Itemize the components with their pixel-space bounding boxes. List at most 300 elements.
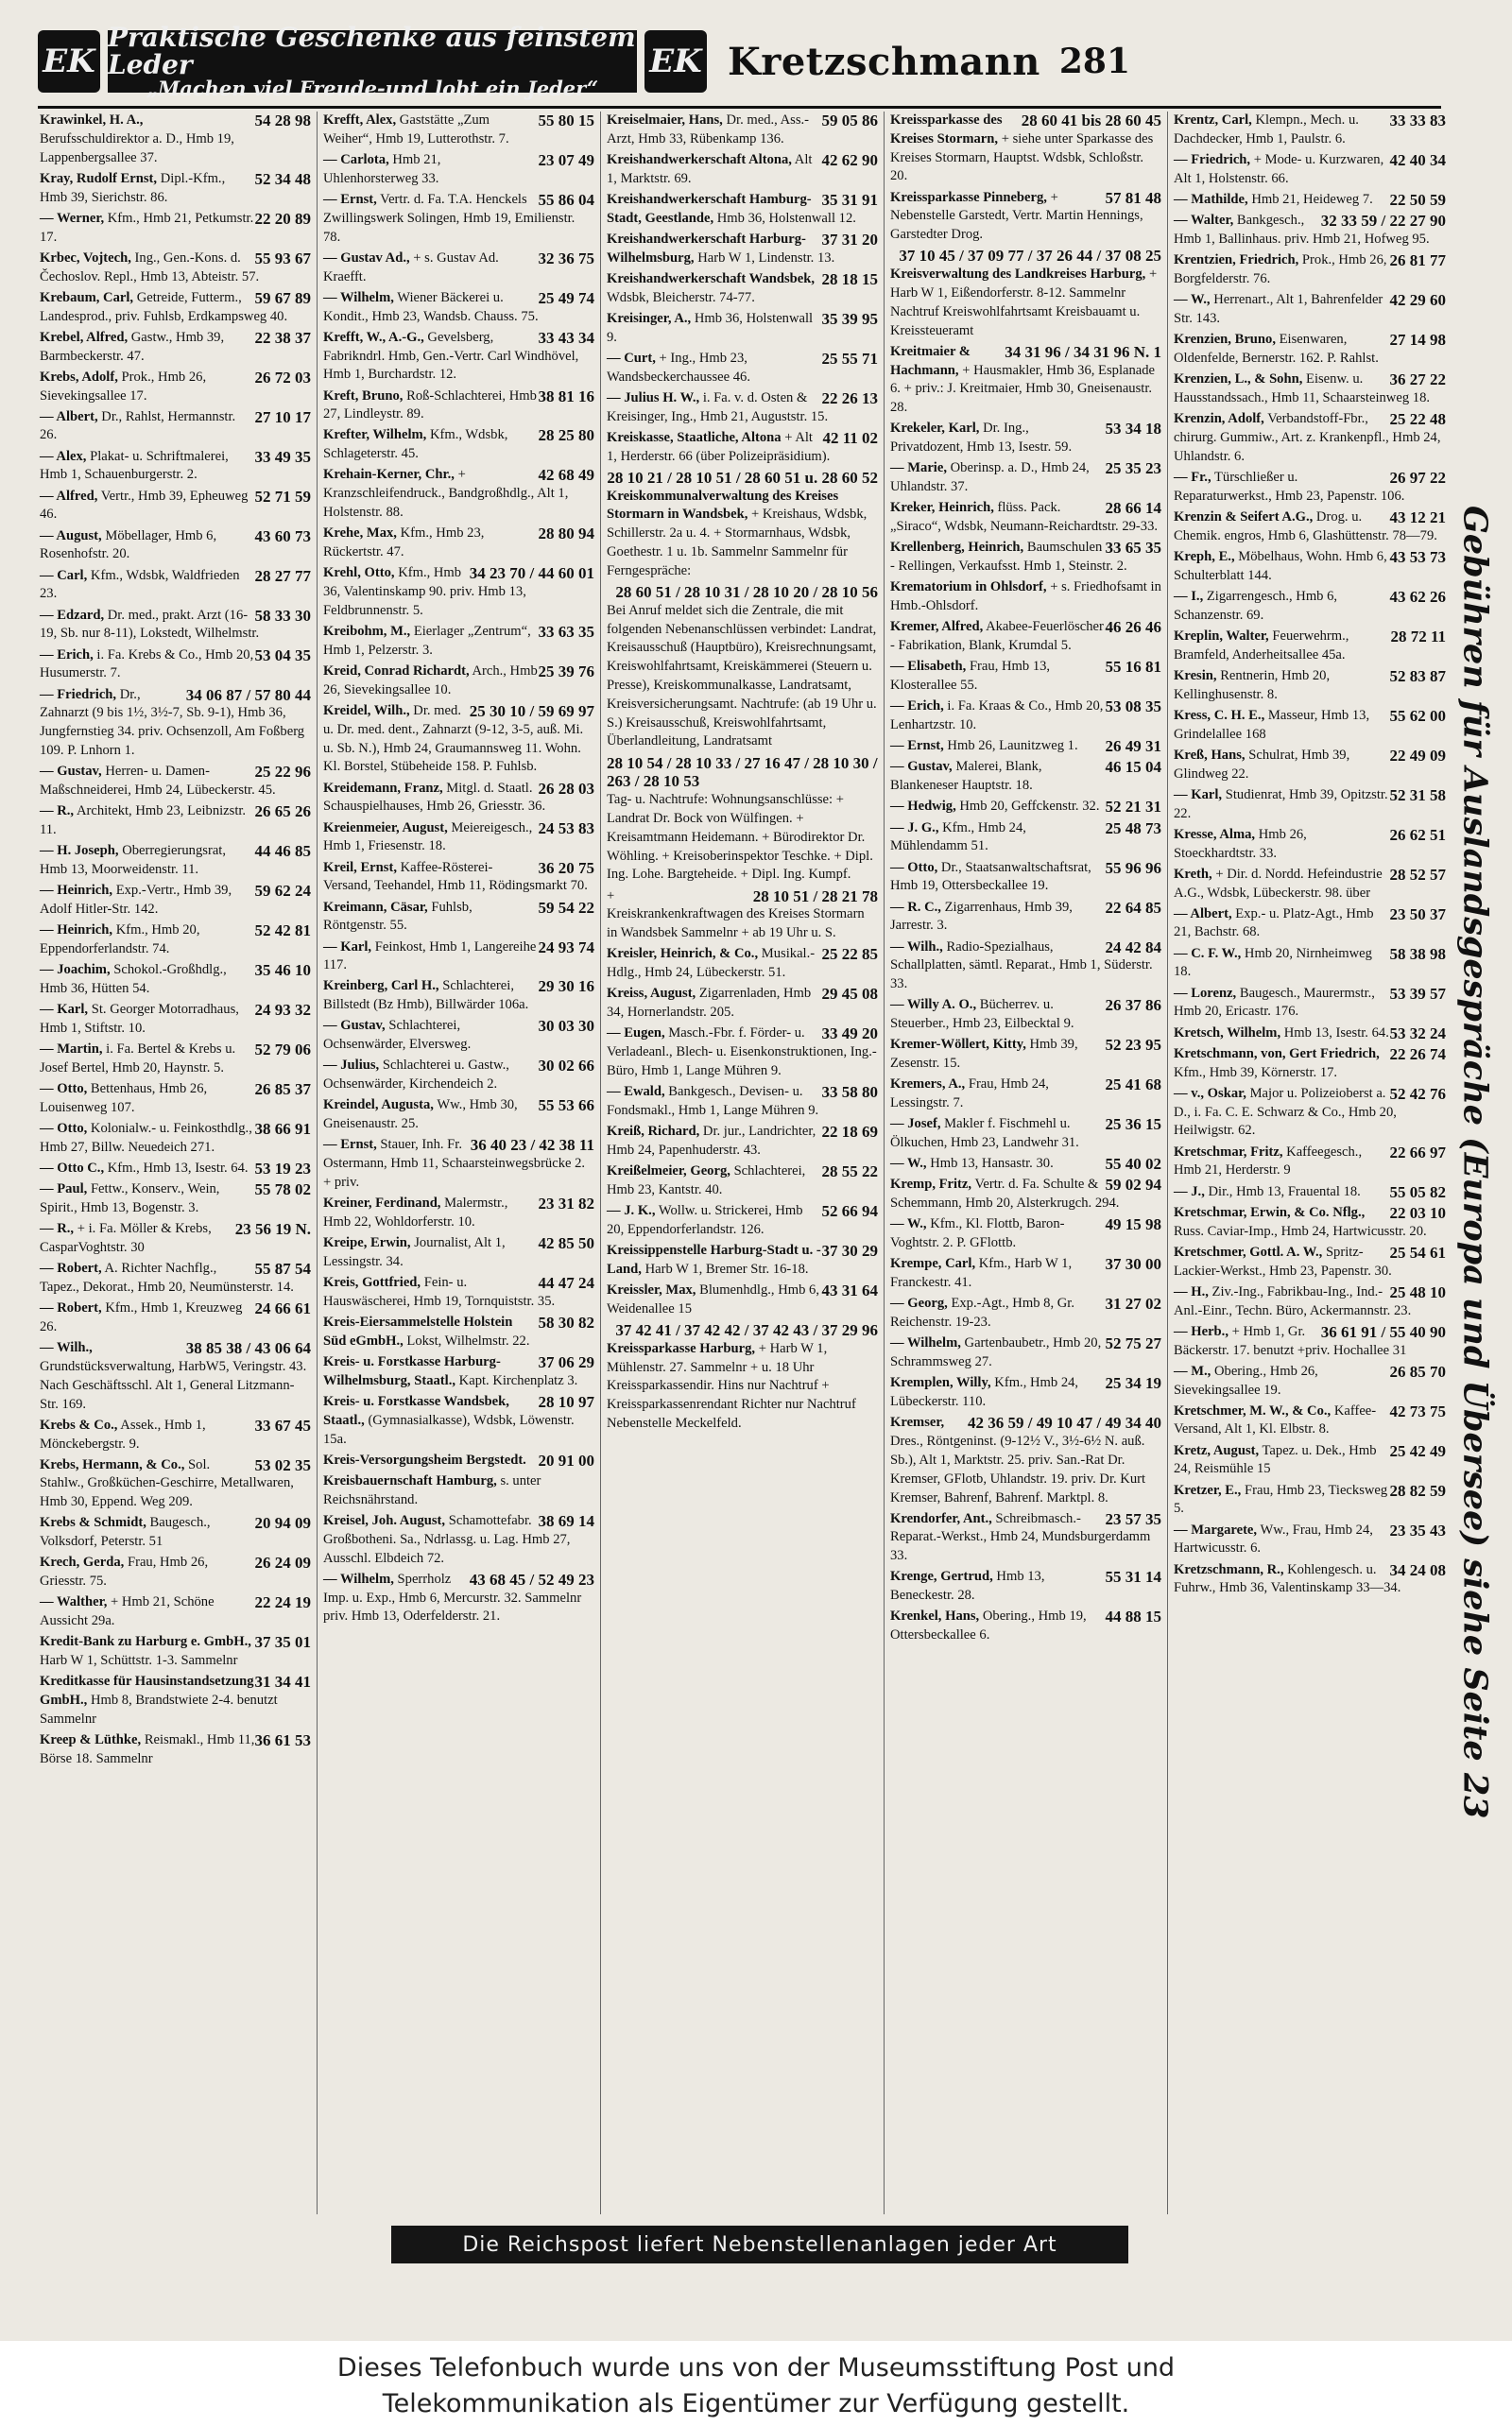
phone-number: 36 20 75 xyxy=(538,858,594,877)
entry-details: Kfm., Hmb 39, Körnerstr. 17. xyxy=(1174,1064,1338,1080)
phone-number: 37 30 00 xyxy=(1105,1255,1161,1274)
listing-entry xyxy=(323,1096,594,1134)
entry-name: — Heinrich, xyxy=(40,922,113,938)
phone-number: 25 54 61 xyxy=(1389,1243,1446,1262)
entry-name: — Albert, xyxy=(1174,905,1232,921)
entry-details: Gevelsberg, Fabrikndrl. Hmb, Gen.-Vertr. Carl Windhövel, Hmb 1, Burchardstr. 12. xyxy=(323,329,579,383)
slogan-line-1: Praktische Geschenke aus feinstem Leder xyxy=(108,21,636,80)
listing-entry xyxy=(323,1195,594,1232)
entry-details: Dr. Ing., Privatdozent, Hmb 13, Isestr. 59. xyxy=(890,421,1073,456)
listing-entry xyxy=(607,469,878,581)
listing-entry xyxy=(1174,469,1446,507)
listing-entry xyxy=(40,1456,311,1512)
listing-entry xyxy=(40,961,311,999)
listing-entry xyxy=(1174,1283,1446,1321)
phone-number: 35 39 95 xyxy=(821,309,878,328)
phone-number: 28 25 80 xyxy=(538,426,594,445)
phone-number: 23 57 35 xyxy=(1105,1509,1161,1528)
entry-name: — Wilhelm, xyxy=(323,289,394,305)
listing-entry xyxy=(1174,112,1446,149)
listing-column-1 xyxy=(34,112,318,2214)
phone-number: 59 67 89 xyxy=(254,288,311,307)
listing-entry xyxy=(1174,985,1446,1023)
listing-entry xyxy=(890,1155,1161,1174)
listing-entry xyxy=(323,938,594,976)
listing-entry xyxy=(40,448,311,486)
phone-number: 57 81 48 xyxy=(1105,188,1161,207)
entry-name: Krebs & Schmidt, xyxy=(40,1515,146,1531)
phone-number: 25 49 74 xyxy=(538,288,594,307)
listing-entry xyxy=(323,249,594,287)
listing-entry xyxy=(40,1180,311,1218)
entry-name: Krenzin & Seifert A.G., xyxy=(1174,508,1314,525)
listing-entry xyxy=(890,578,1161,616)
entry-details: Exp.-Vertr., Hmb 39, Adolf Hitler-Str. 142. xyxy=(40,883,232,917)
listing-entry xyxy=(1174,747,1446,784)
listing-entry xyxy=(607,310,878,348)
entry-details: (Gymnasialkasse), Wdsbk, Löwenstr. 15a. xyxy=(323,1412,575,1447)
listing-entry xyxy=(890,343,1161,418)
entry-name: — Ernst, xyxy=(323,1137,377,1153)
listing-entry xyxy=(40,249,311,287)
listing-entry xyxy=(890,1374,1161,1412)
phone-number: 24 53 83 xyxy=(538,818,594,837)
listing-entry xyxy=(323,289,594,327)
entry-details: Ww., Hmb 30, Gneisenaustr. 25. xyxy=(323,1097,518,1132)
phone-number: 26 49 31 xyxy=(1105,737,1161,756)
listing-entry xyxy=(323,564,594,620)
entry-name: — Edzard, xyxy=(40,607,105,623)
listing-entry xyxy=(1174,151,1446,189)
listing-columns xyxy=(34,112,1452,2214)
phone-number: 27 10 17 xyxy=(254,407,311,426)
entry-details: Plakat- u. Schriftmalerei, Hmb 1, Schauenburgerstr. 2. xyxy=(40,448,229,483)
listing-entry xyxy=(40,369,311,406)
listing-entry xyxy=(890,1568,1161,1606)
entry-details: Kfm., Hmb 24, Mühlendamm 51. xyxy=(890,819,1026,854)
listing-entry xyxy=(323,426,594,464)
phone-number: 33 63 35 xyxy=(538,623,594,642)
entry-name: — Joachim, xyxy=(40,962,111,978)
entry-details: Wiener Bäckerei u. Kondit., Hmb 23, Wandsb. Chauss. 75. xyxy=(323,289,539,324)
phone-number: 53 34 18 xyxy=(1105,420,1161,439)
listing-entry xyxy=(1174,905,1446,943)
listing-entry xyxy=(890,1075,1161,1113)
entry-details: Verbandstoff-Fbr., chirurg. Gummiw., Art. z. Krankenpfl., Hmb 24, Uhlandstr. 6. xyxy=(1174,411,1441,464)
entry-name: — Josef, xyxy=(890,1116,941,1132)
listing-entry xyxy=(40,170,311,208)
phone-number: 25 42 49 xyxy=(1389,1441,1446,1460)
listing-entry xyxy=(40,567,311,605)
listing-entry xyxy=(1174,1024,1446,1043)
phone-number: 25 34 19 xyxy=(1105,1374,1161,1393)
entry-details: St. Georger Motorradhaus, Hmb 1, Stiftstr. 10. xyxy=(40,1002,239,1036)
entry-details: Vertr. d. Fa. T.A. Henckels Zwillingswerk Solingen, Hmb 19, Emilienstr. 78. xyxy=(323,191,576,245)
entry-details: Kfm., Wdsbk, Waldfrieden 23. xyxy=(40,567,240,602)
phone-number: 24 93 32 xyxy=(254,1001,311,1020)
listing-entry xyxy=(1174,1442,1446,1480)
listing-entry xyxy=(323,1057,594,1094)
entry-name: — W., xyxy=(1174,292,1211,308)
entry-name: — Lorenz, xyxy=(1174,985,1237,1001)
listing-entry xyxy=(1174,1402,1446,1440)
entry-details: Roß-Schlachterei, Hmb 27, Lindleystr. 89. xyxy=(323,387,537,422)
phone-number: 43 31 64 xyxy=(821,1282,878,1300)
entry-name: Kreker, Heinrich, xyxy=(890,500,994,516)
listing-entry xyxy=(607,1083,878,1121)
phone-number: 22 24 19 xyxy=(254,1593,311,1612)
entry-name: — Fr., xyxy=(1174,469,1211,485)
phone-number: 25 22 48 xyxy=(1389,410,1446,429)
entry-details: Hmb 20, Geffckenstr. 32. xyxy=(959,799,1100,815)
listing-entry xyxy=(607,887,878,943)
entry-name: Krebs & Co., xyxy=(40,1417,118,1433)
listing-entry xyxy=(40,1299,311,1337)
phone-number: 26 37 86 xyxy=(1105,996,1161,1015)
entry-name: Kreisverwaltung des Landkreises Harburg, xyxy=(890,267,1146,283)
listing-entry xyxy=(40,842,311,880)
entry-details: Dr., Rahlst, Hermannstr. 26. xyxy=(40,408,236,443)
phone-number: 26 81 77 xyxy=(1389,251,1446,270)
entry-name: Krenge, Gertrud, xyxy=(890,1569,993,1585)
entry-name: — Walther, xyxy=(40,1594,108,1610)
entry-name: Kreiskasse, Staatliche, Altona xyxy=(607,429,782,445)
listing-entry xyxy=(890,658,1161,696)
entry-name: — Wilhelm, xyxy=(323,1571,394,1587)
entry-name: Krekeler, Karl, xyxy=(890,421,980,437)
listing-entry xyxy=(323,151,594,189)
listing-entry xyxy=(1174,1522,1446,1559)
entry-details: Herrenart., Alt 1, Bahrenfelder Str. 143. xyxy=(1174,292,1383,326)
phone-number: 52 42 76 xyxy=(1389,1084,1446,1103)
entry-details: + Dir. d. Nordd. Hefeindustrie A.G., Wdsbk, Lübeckerstr. 98. über xyxy=(1174,866,1383,901)
listing-entry xyxy=(323,1234,594,1272)
listing-entry xyxy=(890,618,1161,656)
phone-number: 26 72 03 xyxy=(254,368,311,387)
entry-details: Bettenhaus, Hmb 26, Louisenweg 107. xyxy=(40,1081,208,1115)
entry-name: Kretschmar, Erwin, & Co. Nflg., xyxy=(1174,1204,1366,1220)
entry-details: Vertr., Hmb 39, Epheuweg 46. xyxy=(40,488,249,523)
phone-number: 22 64 85 xyxy=(1105,898,1161,917)
phone-number: 23 35 43 xyxy=(1389,1521,1446,1540)
phone-number: 36 61 53 xyxy=(254,1731,311,1750)
listing-entry xyxy=(890,819,1161,857)
entry-details: Kfm., Hmb 20, Eppendorferlandstr. 74. xyxy=(40,922,200,956)
listing-entry xyxy=(40,1731,311,1769)
phone-number: 25 48 73 xyxy=(1105,818,1161,837)
entry-name: Kreph, E., xyxy=(1174,548,1235,564)
entry-details: Reismakl., Hmb 11, Börse 18. Sammelnr xyxy=(40,1732,255,1766)
listing-entry xyxy=(607,270,878,308)
entry-name: Krendorfer, Ant., xyxy=(890,1510,992,1526)
entry-details: Studienrat, Hmb 39, Opitzstr. 22. xyxy=(1174,786,1388,821)
phone-number: 29 30 16 xyxy=(538,977,594,996)
phone-number: 38 81 16 xyxy=(538,387,594,405)
entry-details: Dir., Hmb 13, Frauental 18. xyxy=(1208,1183,1361,1199)
entry-details: + Hausmakler, Hmb 36, Esplanade 6. + priv.: J. Kreitmaier, Hmb 30, Gneisenaustr. 28. xyxy=(890,362,1156,416)
entry-details: Schamottefabr. Großbotheni. Sa., Ndrlassg. u. Lag. Hmb 27, Ausschl. Elbdeich 72. xyxy=(323,1513,571,1566)
credit-line-2: Telekommunikation als Eigentümer zur Verfügung gestellt. xyxy=(382,2388,1130,2418)
phone-number: 28 60 51 / 28 10 31 / 28 10 20 / 28 10 56 xyxy=(615,583,878,602)
entry-name: — Karl, xyxy=(40,1002,89,1018)
entry-details: + Kranzschleifendruck., Bandgroßhdlg., Alt 1, Holstenstr. 88. xyxy=(323,467,569,521)
listing-entry xyxy=(890,938,1161,994)
entry-name: — Heinrich, xyxy=(40,883,113,899)
entry-name: — R. C., xyxy=(890,899,941,915)
entry-details: Harb W 1, Lindenstr. 13. xyxy=(697,249,835,266)
entry-details: Frau, Hmb 26, Griesstr. 75. xyxy=(40,1555,209,1590)
listing-entry xyxy=(890,1115,1161,1153)
entry-name: — J. K., xyxy=(607,1203,656,1219)
entry-name: Kreis- u. Forstkasse Harburg-Wilhelmsburg, Staatl., xyxy=(323,1354,501,1388)
phone-number: 25 55 71 xyxy=(821,349,878,368)
entry-details: s. unter Reichsnährstand. xyxy=(323,1473,541,1507)
phone-number: 33 67 45 xyxy=(254,1416,311,1435)
entry-name: — Hedwig, xyxy=(890,799,956,815)
phone-number: 53 32 24 xyxy=(1389,1024,1446,1042)
entry-name: Kreibohm, M., xyxy=(323,624,411,640)
listing-entry xyxy=(40,1673,311,1729)
phone-number: 31 27 02 xyxy=(1105,1295,1161,1314)
entry-name: — Herb., xyxy=(1174,1323,1228,1339)
phone-number: 26 85 37 xyxy=(254,1080,311,1099)
entry-name: — Otto C., xyxy=(40,1161,105,1176)
phone-number: 52 79 06 xyxy=(254,1041,311,1059)
phone-number: 28 66 14 xyxy=(1105,499,1161,518)
phone-number: 28 10 54 / 28 10 33 / 27 16 47 / 28 10 30 / 263 / 28 10 53 xyxy=(607,753,878,791)
phone-number: 26 28 03 xyxy=(538,779,594,798)
page-header xyxy=(38,23,1479,100)
entry-details: Dr., Zahnarzt (9 bis 1½, 3½-7, Sb. 9-1), Hmb 36, Jungfernstieg 34. priv. Ochsenzoll, Am Foßberg 109. P. Lnhorn 1. xyxy=(40,686,305,758)
entry-name: Kreimann, Cäsar, xyxy=(323,899,428,915)
entry-name: Kremer-Wöllert, Kitty, xyxy=(890,1037,1026,1053)
phone-number: 35 46 10 xyxy=(254,961,311,980)
listing-entry xyxy=(1174,945,1446,983)
entry-details: Kfm., Hmb 23, Rückertstr. 47. xyxy=(323,525,485,560)
phone-number: 34 06 87 / 57 80 44 xyxy=(185,685,311,704)
entry-name: Kreishandwerkerschaft Wandsbek, xyxy=(607,270,816,286)
entry-name: Kretz, August, xyxy=(1174,1442,1260,1458)
phone-number: 33 58 80 xyxy=(821,1083,878,1102)
phone-number: 28 18 15 xyxy=(821,269,878,288)
entry-details: Dr. jur., Landrichter, Hmb 24, Papenhuderstr. 43. xyxy=(607,1124,816,1158)
listing-entry xyxy=(890,539,1161,576)
entry-name: — W., xyxy=(890,1156,927,1172)
phone-number: 53 39 57 xyxy=(1389,984,1446,1003)
phone-number: 22 38 37 xyxy=(254,328,311,347)
entry-name: — R., xyxy=(40,803,75,819)
entry-name: Kretzer, E., xyxy=(1174,1482,1242,1498)
entry-name: Kreiner, Ferdinand, xyxy=(323,1196,441,1212)
entry-name: Kremers, A., xyxy=(890,1076,966,1093)
entry-details: Baugesch., Maurermstr., Hmb 20, Ericastr. 176. xyxy=(1174,985,1375,1020)
phone-number: 59 54 22 xyxy=(538,898,594,917)
phone-number: 32 36 75 xyxy=(538,249,594,267)
listing-entry xyxy=(323,1472,594,1510)
entry-details: Hmb 26, Stoeckhardtstr. 33. xyxy=(1174,826,1307,861)
listing-entry xyxy=(40,488,311,525)
listing-entry xyxy=(40,607,311,645)
entry-details: Eisenwaren, Oldenfelde, Bernerstr. 162. P. Rahlst. xyxy=(1174,332,1379,366)
phone-number: 23 56 19 N. xyxy=(234,1220,311,1239)
phone-number: 22 03 10 xyxy=(1389,1203,1446,1222)
entry-details: Kaffeegesch., Hmb 21, Herderstr. 9 xyxy=(1174,1144,1363,1179)
entry-details: Zigarrenladen, Hmb 34, Hornerlandstr. 205. xyxy=(607,986,812,1021)
entry-details: Fettw., Konserv., Wein, Spirit., Hmb 13, Bogenstr. 3. xyxy=(40,1181,220,1215)
entry-details: + Kreishaus, Wdsbk, Schillerstr. 2a u. 4. + Stormarnhaus, Wdsbk, Goethestr. 1 u. 1b. Sammelnr Sammelnr für Ferngespräche: xyxy=(607,507,868,578)
entry-name: Kreplin, Walter, xyxy=(1174,628,1269,644)
phone-number: 27 14 98 xyxy=(1389,331,1446,350)
entry-name: — W., xyxy=(890,1216,927,1232)
listing-column-5 xyxy=(1168,112,1452,2214)
listing-entry xyxy=(40,210,311,248)
entry-details: Kfm., Kl. Flottb, Baron-Voghtstr. 2. P. GFlottb. xyxy=(890,1216,1065,1251)
listing-entry xyxy=(40,1514,311,1552)
entry-details: i. Fa. v. d. Osten & Kreisinger, Ing., Hmb 21, Auguststr. 15. xyxy=(607,389,829,424)
entry-details: Dr. med. u. Dr. med. dent., Zahnarzt (9-12, 3-5, auß. Mi. u. Sb. N.), Hmb 24, Graumannsweg 11. Wohn. Kl. Borstel, Stübeheide 158. P. Fuhlsb. xyxy=(323,702,584,775)
phone-number: 52 71 59 xyxy=(254,487,311,506)
entry-details: + Mode- u. Kurzwaren, Alt 1, Holstenstr. 66. xyxy=(1174,151,1384,186)
listing-entry xyxy=(890,996,1161,1034)
listing-entry xyxy=(1174,251,1446,289)
entry-name: — August, xyxy=(40,527,102,543)
listing-entry xyxy=(1174,1363,1446,1401)
listing-entry xyxy=(323,1393,594,1449)
listing-entry xyxy=(40,112,311,167)
entry-name: Kreinberg, Carl H., xyxy=(323,978,439,994)
entry-details: Schlachterei, Billstedt (Bz Hmb), Billwärder 106a. xyxy=(323,978,529,1013)
phone-number: 28 72 11 xyxy=(1390,627,1446,645)
phone-number: 26 85 70 xyxy=(1389,1362,1446,1381)
entry-details: Assek., Hmb 1, Mönckebergstr. 9. xyxy=(40,1417,206,1452)
entry-details: Schlachterei, Hmb 23, Kantstr. 40. xyxy=(607,1163,806,1197)
listing-entry xyxy=(890,420,1161,457)
phone-number: 28 10 97 xyxy=(538,1393,594,1412)
listing-entry xyxy=(1174,667,1446,705)
entry-details: Kfm., Hmb 36, Valentinskamp 90. priv. Hmb 13, Feldbrunnenstr. 5. xyxy=(323,565,526,618)
entry-details: Frau, Hmb 23, Tiecksweg 5. xyxy=(1174,1482,1388,1517)
entry-name: Kreishandwerkerschaft Harburg-Wilhelmsburg, xyxy=(607,231,806,266)
listing-entry xyxy=(323,1571,594,1626)
entry-details: Berufsschuldirektor a. D., Hmb 19, Lappenbergsallee 37. xyxy=(40,130,234,165)
entry-name: — Curt, xyxy=(607,350,656,366)
entry-name: — Alex, xyxy=(40,448,87,464)
entry-name: Krebs, Adolf, xyxy=(40,369,118,385)
entry-name: Kreis-Eiersammelstelle Holstein Süd eGmbH., xyxy=(323,1315,513,1349)
entry-name: Kray, Rudolf Ernst, xyxy=(40,170,158,186)
listing-entry xyxy=(323,1314,594,1351)
listing-entry xyxy=(323,623,594,661)
entry-name: Kremp, Fritz, xyxy=(890,1177,972,1193)
entry-details: Türschließer u. Reparaturwerkst., Hmb 23, Papenstr. 106. xyxy=(1174,469,1405,504)
entry-name: Kretzschmann, R., xyxy=(1174,1561,1284,1577)
entry-name: — Ernst, xyxy=(890,738,944,754)
slogan-banner xyxy=(108,21,637,101)
entry-name: — Willy A. O., xyxy=(890,997,977,1013)
phone-number: 26 62 51 xyxy=(1389,825,1446,844)
entry-name: — Wilh., xyxy=(40,1340,93,1356)
entry-details: Kaffee-Versand, Alt 1, Kl. Elbstr. 8. xyxy=(1174,1402,1377,1437)
phone-number: 55 62 00 xyxy=(1389,706,1446,725)
phone-number: 22 18 69 xyxy=(821,1123,878,1142)
entry-name: Kreissippenstelle Harburg-Stadt u. -Land, xyxy=(607,1243,821,1277)
credit-note xyxy=(0,2346,1512,2426)
phone-number: 37 10 45 / 37 09 77 / 37 26 44 / 37 08 25 xyxy=(899,247,1161,266)
entry-details: Möbellager, Hmb 6, Rosenhofstr. 20. xyxy=(40,527,217,562)
phone-number: 52 75 27 xyxy=(1105,1334,1161,1353)
entry-name: Kreiskommunalverwaltung des Kreises Stormarn in Wandsbek, xyxy=(607,488,839,523)
phone-number: 55 86 04 xyxy=(538,190,594,209)
listing-column-2 xyxy=(318,112,601,2214)
listing-entry xyxy=(323,819,594,857)
entry-details: Wdsbk, Bleicherstr. 74-77. xyxy=(607,289,755,305)
entry-name: Kremplen, Willy, xyxy=(890,1375,991,1391)
phone-number: 34 31 96 / 34 31 96 N. 1 xyxy=(1005,342,1161,361)
entry-details: Kfm., Hmb 1, Kreuzweg 26. xyxy=(40,1300,243,1334)
listing-entry xyxy=(323,191,594,247)
entry-name: Kreis-Versorgungsheim Bergstedt. xyxy=(323,1452,526,1468)
entry-name: Kreft, Bruno, xyxy=(323,387,404,404)
entry-details: Fein- u. Hauswäscherei, Hmb 19, Tornquiststr. 35. xyxy=(323,1275,556,1309)
entry-details: Grundstücksverwaltung, HarbW5, Veringstr. 43. Nach Geschäftsschl. Alt 1, General Litzmann-Str. 169. xyxy=(40,1358,307,1412)
listing-entry xyxy=(40,686,311,761)
entry-name: — Friedrich, xyxy=(40,686,117,702)
entry-name: Krenkel, Hans, xyxy=(890,1609,980,1625)
entry-details: Kfm., Hmb 24, Lübeckerstr. 110. xyxy=(890,1375,1079,1410)
listing-entry xyxy=(890,859,1161,897)
phone-number: 24 42 84 xyxy=(1105,938,1161,956)
entry-details: Radio-Spezialhaus, Schallplatten, sämtl. Reparat., Hmb 1, Süderstr. 33. xyxy=(890,938,1153,992)
phone-number: 53 04 35 xyxy=(254,645,311,664)
listing-entry xyxy=(1174,1204,1446,1242)
entry-details: Gartenbaubetr., Hmb 20, Schrammsweg 27. xyxy=(890,1335,1102,1370)
entry-name: Kress, C. H. E., xyxy=(1174,707,1265,723)
entry-details: Prok., Hmb 26, Sievekingsallee 17. xyxy=(40,369,207,404)
listing-entry xyxy=(1174,212,1446,249)
entry-details: Harb W 1, Schüttstr. 1-3. Sammelnr xyxy=(40,1653,238,1669)
entry-details: Blumenhdlg., Hmb 6, Weidenallee 15 xyxy=(607,1282,819,1316)
listing-entry xyxy=(607,1282,878,1319)
entry-details: Kfm., Harb W 1, Franckestr. 41. xyxy=(890,1256,1073,1291)
entry-details: Hmb 36, Holstenwall 12. xyxy=(716,210,856,226)
listing-entry xyxy=(1174,1323,1446,1361)
entry-name: Kreis- u. Forstkasse Wandsbek, Staatl., xyxy=(323,1394,509,1428)
listing-entry xyxy=(890,697,1161,735)
entry-name: Kretschmer, M. W., & Co., xyxy=(1174,1402,1332,1419)
listing-entry xyxy=(890,112,1161,186)
entry-details: Arch., Hmb 26, Sievekingsallee 10. xyxy=(323,663,538,697)
listing-entry xyxy=(40,802,311,840)
entry-details: Hmb 39, Zesenstr. 15. xyxy=(890,1037,1078,1072)
phone-number: 25 39 76 xyxy=(538,662,594,680)
entry-name: — Erich, xyxy=(890,698,944,714)
entry-name: Kreid, Conrad Richardt, xyxy=(323,663,470,679)
listing-entry xyxy=(323,1017,594,1055)
entry-name: — Friedrich, xyxy=(1174,151,1251,167)
phone-number: 30 03 30 xyxy=(538,1017,594,1036)
entry-details: Dres., Röntgeninst. (9-12½ V., 3½-6½ N. auß. Sb.), Alt 1, Marktstr. 25. priv. San.-Rat Dr. Kremser, GFlotb, Uhlandstr. 19. priv. Dr. Kurt Kremser, Bahrenf, Bahrenf. Marktpl. 8. xyxy=(890,1434,1146,1505)
entry-details: Obering., Hmb 19, Ottersbeckallee 6. xyxy=(890,1609,1087,1643)
entry-name: — Georg, xyxy=(890,1296,948,1312)
entry-details: Prok., Hmb 26, Borgfelderstr. 76. xyxy=(1174,252,1387,286)
entry-details: Masch.-Fbr. f. Förder- u. Verladeanl., Blech- u. Eisenkonstruktionen, Ing.-Büro, Hmb 1, Lange Mühren 9. xyxy=(607,1025,877,1078)
entry-name: — Wilh., xyxy=(890,938,943,955)
phone-number: 53 08 35 xyxy=(1105,697,1161,716)
entry-name: — Otto, xyxy=(890,859,938,875)
entry-details: Zigarrengesch., Hmb 6, Schanzenstr. 69. xyxy=(1174,588,1338,623)
listing-entry xyxy=(607,112,878,149)
entry-name: — Werner, xyxy=(40,210,105,226)
